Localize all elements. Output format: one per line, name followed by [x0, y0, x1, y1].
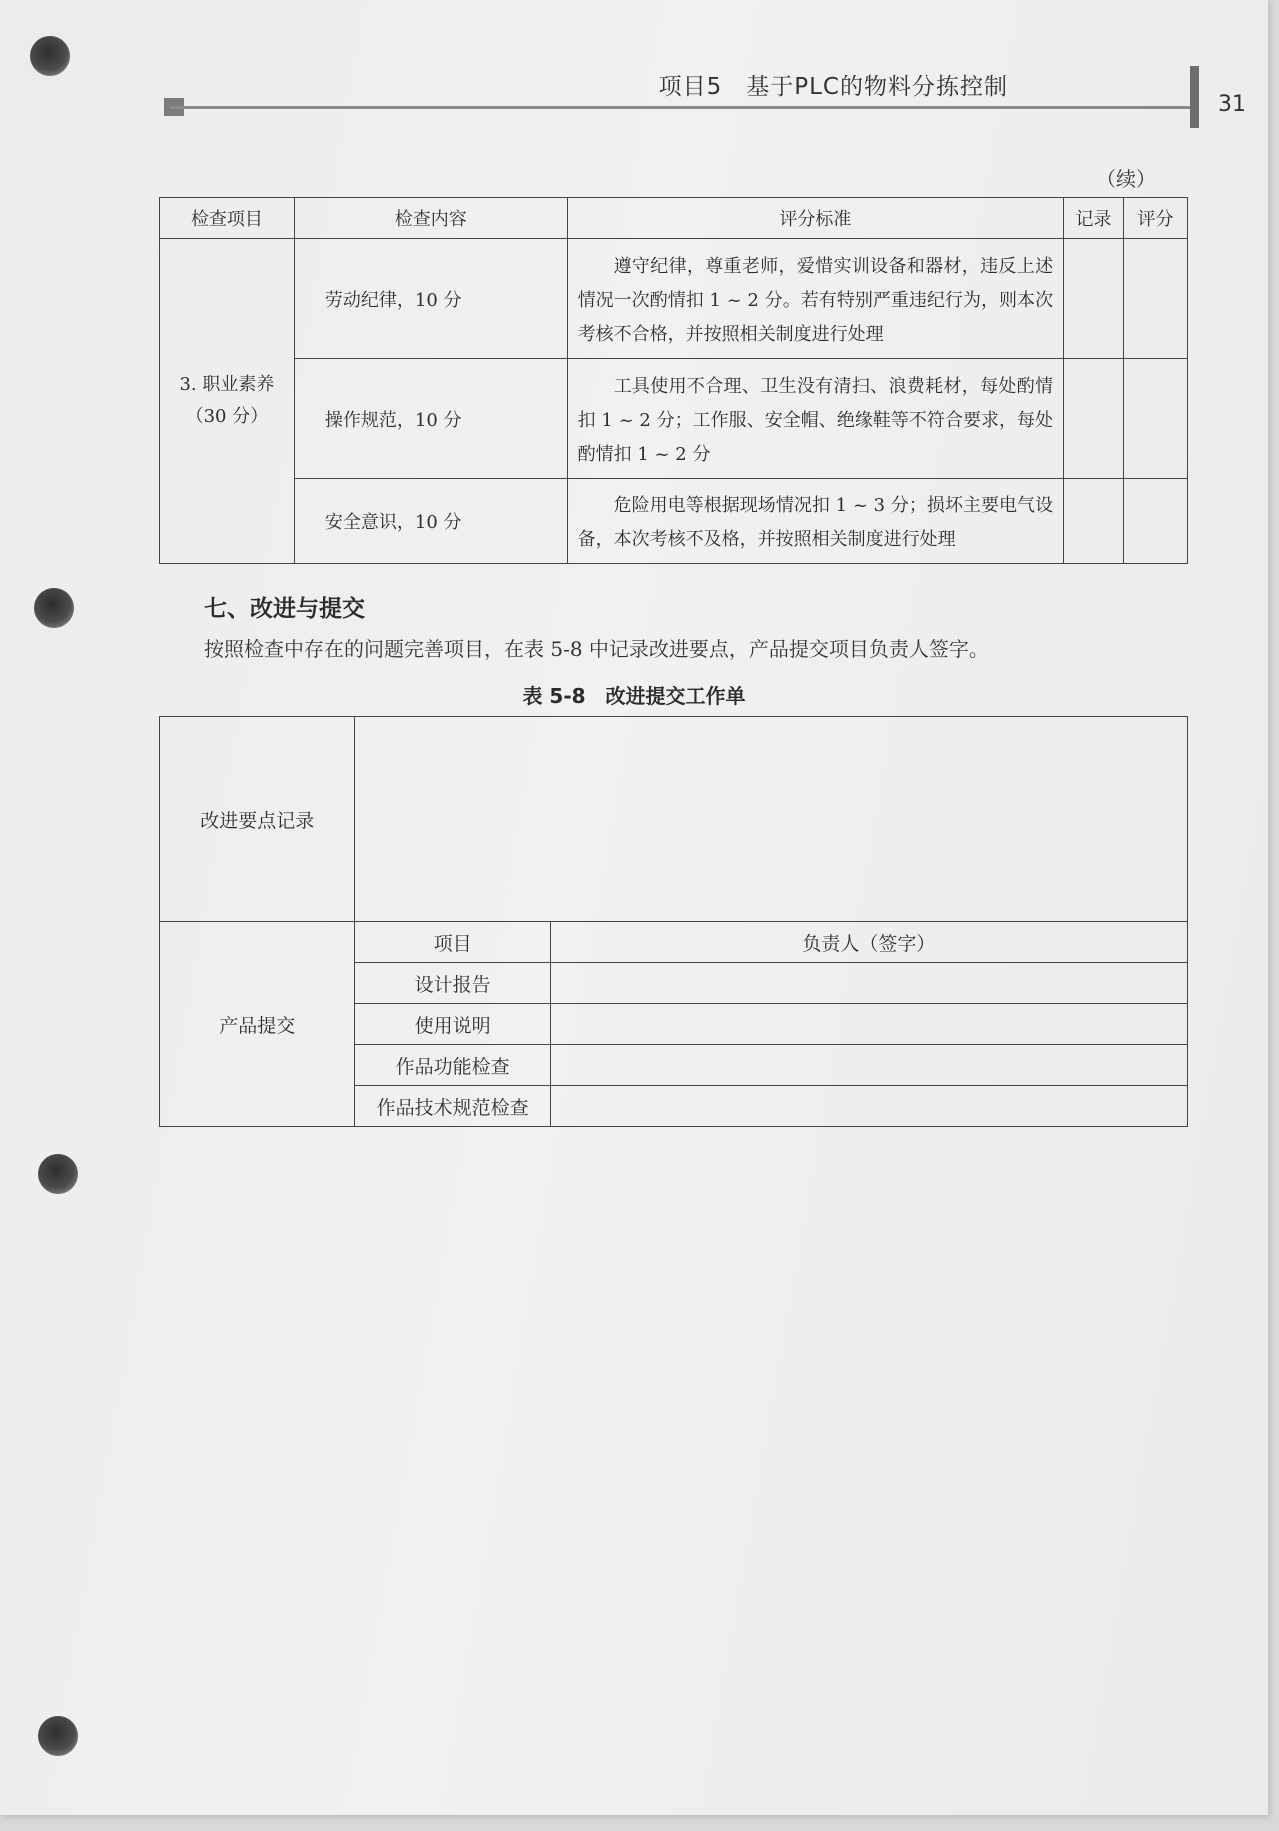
- content-cell: 操作规范，10 分: [294, 359, 567, 479]
- header-rule: [170, 106, 1190, 109]
- improvement-record-label: 改进要点记录: [160, 717, 355, 922]
- standard-text: 遵守纪律，尊重老师，爱惜实训设备和器材，违反上述情况一次酌情扣 1 ~ 2 分。若有特别严重违纪行为，则本次考核不合格，并按照相关制度进行处理: [577, 255, 1054, 345]
- category-name: 3. 职业素养: [179, 374, 275, 395]
- signature-field[interactable]: [550, 1086, 1187, 1127]
- item-name: 设计报告: [355, 963, 550, 1004]
- content-cell: 劳动纪律，10 分: [294, 239, 567, 359]
- record-cell: [1064, 479, 1124, 564]
- item-name: 使用说明: [355, 1004, 550, 1045]
- record-row: [160, 717, 1188, 922]
- header-record: 记录: [1064, 198, 1124, 239]
- score-cell: [1124, 239, 1188, 359]
- punch-hole: [38, 1716, 78, 1756]
- header-check-item: 检查项目: [160, 198, 295, 239]
- chapter-title: 项目5 基于PLC的物料分拣控制: [658, 74, 1008, 100]
- punch-hole: [34, 588, 74, 628]
- standard-cell: [567, 359, 1063, 479]
- signature-field[interactable]: [550, 1004, 1187, 1045]
- score-cell: [1124, 359, 1188, 479]
- improvement-record-field[interactable]: [355, 717, 1188, 922]
- product-submit-label: 产品提交: [160, 922, 355, 1127]
- punch-hole: [38, 1154, 78, 1194]
- standard-cell: [567, 479, 1063, 564]
- item-header: 项目: [355, 922, 550, 963]
- check-table: [159, 197, 1188, 564]
- item-name: 作品技术规范检查: [355, 1086, 550, 1127]
- continued-label: （续）: [1096, 167, 1156, 191]
- signature-field[interactable]: [550, 1045, 1187, 1086]
- signer-header: 负责人（签字）: [550, 922, 1187, 963]
- record-cell: [1064, 359, 1124, 479]
- content-cell: 安全意识，10 分: [294, 479, 567, 564]
- record-cell: [1064, 239, 1124, 359]
- table-row: [160, 239, 1188, 359]
- standard-cell: [567, 239, 1063, 359]
- header-scoring-standard: 评分标准: [567, 198, 1063, 239]
- table-caption: 表 5-8 改进提交工作单: [522, 684, 746, 708]
- header-score: 评分: [1124, 198, 1188, 239]
- punch-hole: [30, 36, 70, 76]
- item-name: 作品功能检查: [355, 1045, 550, 1086]
- score-cell: [1124, 479, 1188, 564]
- section-heading: 七、改进与提交: [204, 596, 365, 622]
- page-number: 31: [1218, 92, 1246, 117]
- table-header-row: [160, 198, 1188, 239]
- table-row: [160, 479, 1188, 564]
- standard-text: 危险用电等根据现场情况扣 1 ~ 3 分；损坏主要电气设备，本次考核不及格，并按照相关制度进行处理: [577, 495, 1054, 550]
- table-row: [160, 359, 1188, 479]
- improvement-table: [159, 716, 1188, 1127]
- standard-text: 工具使用不合理、卫生没有清扫、浪费耗材，每处酌情扣 1 ~ 2 分；工作服、安全帽、绝缘鞋等不符合要求，每处酌情扣 1 ~ 2 分: [577, 375, 1054, 465]
- header-check-content: 检查内容: [294, 198, 567, 239]
- section-paragraph: 按照检查中存在的问题完善项目，在表 5-8 中记录改进要点，产品提交项目负责人签字。: [204, 637, 989, 661]
- header-bar: [1190, 66, 1199, 128]
- category-points: （30 分）: [185, 406, 269, 427]
- table-row: [160, 922, 1188, 963]
- category-cell: [160, 239, 295, 564]
- signature-field[interactable]: [550, 963, 1187, 1004]
